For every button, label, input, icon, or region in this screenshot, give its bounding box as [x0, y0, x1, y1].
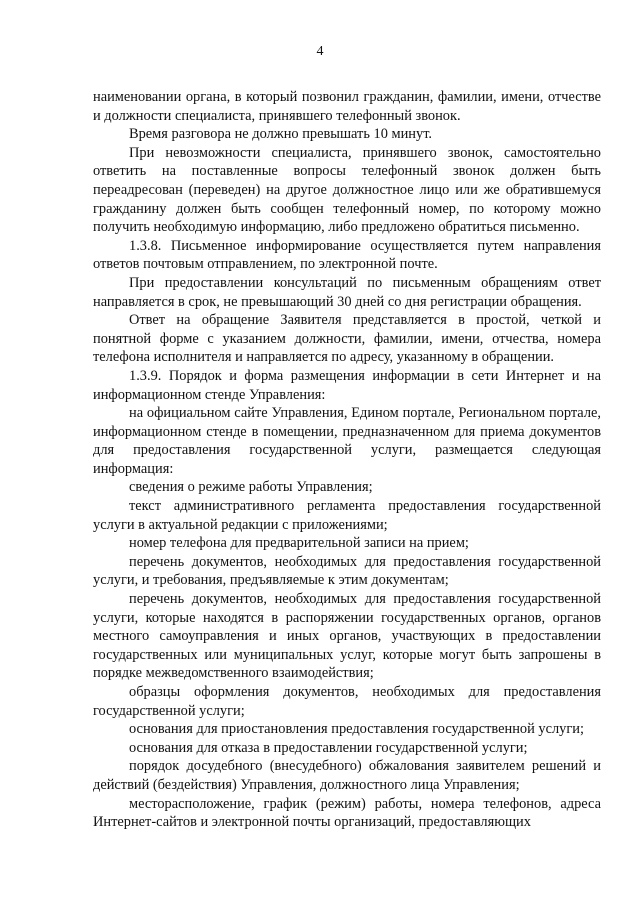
page-number: 4: [316, 44, 324, 59]
body-text: [93, 88, 601, 832]
paragraph: Время разговора не должно превышать 10 минут.: [129, 126, 433, 143]
paragraph: сведения о режиме работы Управления;: [129, 479, 373, 496]
paragraph: образцы оформления документов, необходимых для предоставления государственной услуги;: [93, 684, 601, 719]
paragraph: При предоставлении консультаций по письменным обращениям ответ направляется в срок, не превышающий 30 дней со дня регистрации обращения.: [93, 274, 601, 310]
paragraph: При невозможности специалиста, принявшего звонок, самостоятельно ответить на поставленные вопросы телефонный звонок должен быть переадресован (переведен) на другое должностное лицо или же обратившемуся гражданину должен быть сообщен телефонный номер, по которому можно получить необходимую информацию, либо предложено обратиться письменно.: [93, 144, 601, 236]
paragraph: 1.3.8. Письменное информирование осуществляется путем направления ответов почтовым отправлением, по электронной почте.: [93, 237, 601, 273]
paragraph: основания для отказа в предоставлении государственной услуги;: [129, 739, 528, 756]
paragraph: Ответ на обращение Заявителя представляется в простой, четкой и понятной форме с указанием должности, фамилии, имени, отчества, номера телефона исполнителя и направляется по адресу, указанному в обращении.: [93, 312, 601, 366]
paragraph: наименовании органа, в который позвонил гражданин, фамилии, имени, отчестве и должности специалиста, принявшего телефонный звонок.: [93, 89, 601, 124]
paragraph: 1.3.9. Порядок и форма размещения информации в сети Интернет и на информационном стенде Управления:: [93, 367, 601, 403]
paragraph: текст административного регламента предоставления государственной услуги в актуальной редакции с приложениями;: [93, 498, 601, 533]
paragraph: порядок досудебного (внесудебного) обжалования заявителем решений и действий (бездействия) Управления, должностного лица Управления;: [93, 758, 601, 793]
paragraph: перечень документов, необходимых для предоставления государственной услуги, и требования, предъявляемые к этим документам;: [93, 553, 601, 589]
paragraph: перечень документов, необходимых для предоставления государственной услуги, которые находятся в распоряжении государственных органов, органов местного самоуправления и иных органов, участвующих в предоставлении государственных или муниципальных услуг, которые могут быть запрошены в порядке межведомственного взаимодействия;: [93, 591, 601, 682]
paragraph: основания для приостановления предоставления государственной услуги;: [129, 721, 584, 738]
paragraph: номер телефона для предварительной записи на прием;: [129, 535, 469, 552]
paragraph: на официальном сайте Управления, Едином портале, Региональном портале, информационном стенде в помещении, предназначенном для приема документов для предоставления государственной услуги, размещается следующая информация:: [93, 405, 601, 477]
paragraph: месторасположение, график (режим) работы, номера телефонов, адреса Интернет-сайтов и электронной почты организаций, предоставляющих: [93, 795, 601, 831]
